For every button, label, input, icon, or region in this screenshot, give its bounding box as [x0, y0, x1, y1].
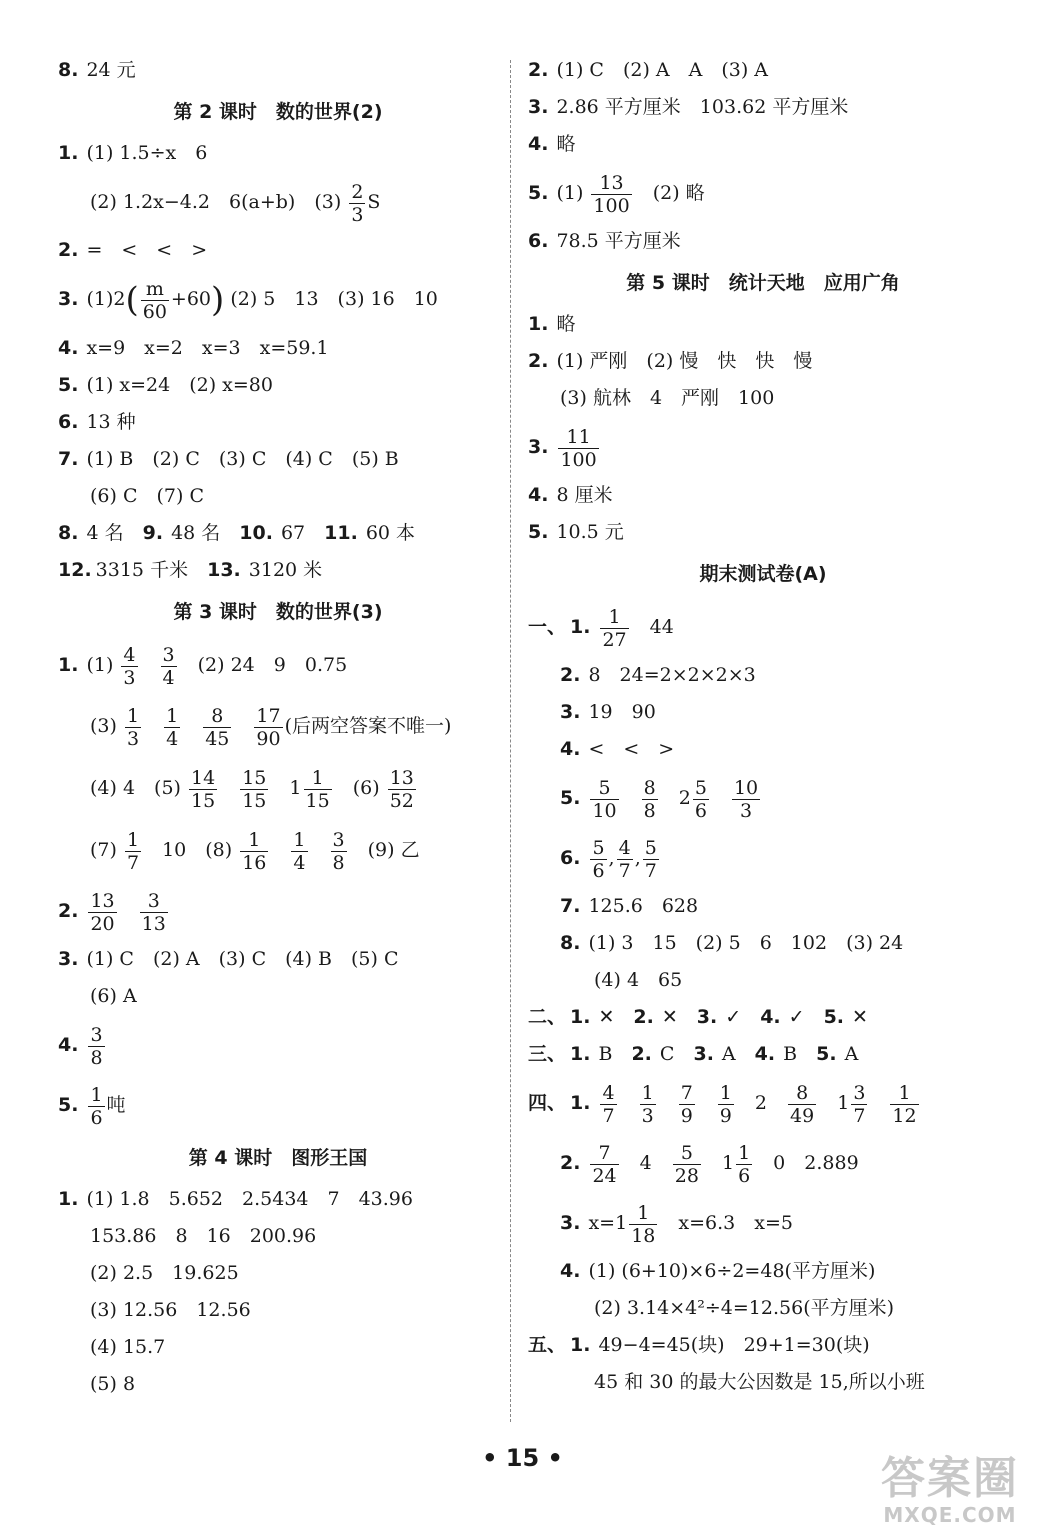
answer-row: 12. 3315 千米 13. 3120 米	[58, 559, 323, 581]
answer-row: 2. = < < >	[58, 239, 208, 261]
answer-row: 7. 125.6 628	[560, 895, 699, 917]
answer-row-multiple-choice: 三、 1. B 2. C 3. A 4. B 5. A	[528, 1043, 859, 1065]
fraction: $\frac{13}{52}$	[389, 766, 414, 812]
answer-row: (4) 15.7	[90, 1336, 166, 1358]
fraction: $\frac{7}{24}$	[592, 1141, 617, 1187]
column-divider	[510, 60, 511, 1422]
fraction: $\frac{4}{3}$	[123, 643, 136, 689]
fraction: $\frac{5}{7}$	[644, 836, 657, 882]
left-column	[58, 52, 498, 1403]
fraction: $\frac{1}{27}$	[602, 605, 627, 651]
answer-row: 6. 13 种	[58, 411, 136, 433]
answer-row: 5. $\frac{1}{6}$ 吨	[58, 1083, 126, 1129]
fraction: $\frac{13}{100}$	[593, 171, 630, 217]
fraction: $\frac{14}{15}$	[191, 766, 216, 812]
answer-row: 2. (1) 严刚 (2) 慢 快 快 慢	[528, 350, 813, 372]
answer-row: 1. 略	[528, 313, 576, 335]
fraction: $\frac{m}{60}$	[142, 277, 167, 323]
fraction: $\frac{15}{15}$	[242, 766, 267, 812]
answer-row: 1. (1) $\frac{4}{3}$ $\frac{3}{4}$ (2) 24 9 0.75	[58, 643, 348, 689]
answer-row: 5. (1) x=24 (2) x=80	[58, 374, 273, 396]
answer-row: 6. $\frac{5}{6}$ , $\frac{4}{7}$ , $\frac{5}{7}$	[560, 836, 657, 882]
right-column	[528, 52, 998, 1401]
fraction: $\frac{17}{90}$	[256, 704, 281, 750]
answer-row: (5) 8	[90, 1373, 136, 1395]
fraction: $\frac{1}{4}$	[293, 828, 306, 874]
fraction: $\frac{8}{49}$	[790, 1081, 815, 1127]
section-heading-lesson-5: 第 5 课时 统计天地 应用广角	[626, 272, 900, 294]
fraction: $\frac{1}{18}$	[631, 1201, 656, 1247]
fraction: $\frac{3}{8}$	[90, 1023, 103, 1069]
watermark-logo: 答案圈 MXQE.COM	[881, 1453, 1019, 1527]
answer-row: 5. $\frac{5}{10}$ $\frac{8}{8}$ 2 $\frac{5}{6}$ $\frac{10}{3}$	[560, 776, 759, 822]
answer-row: (3) 航林 4 严刚 100	[560, 387, 775, 409]
answer-row: (7) $\frac{1}{7}$ 10 (8) $\frac{1}{16}$ $\frac{1}{4}$ $\frac{3}{8}$ (9) 乙	[90, 828, 420, 874]
fraction: $\frac{1}{15}$	[305, 766, 330, 812]
answer-row: 4. (1) (6+10)×6÷2=48(平方厘米)	[560, 1260, 876, 1282]
answer-row: (4) 4 65	[594, 969, 683, 991]
fraction: $\frac{1}{6}$	[738, 1141, 751, 1187]
page-number: • 15 •	[482, 1444, 563, 1472]
fraction: $\frac{1}{3}$	[641, 1081, 654, 1127]
answer-row-true-false: 二、 1. ✕ 2. ✕ 3. ✓ 4. ✓ 5. ✕	[528, 1006, 868, 1028]
section-heading-lesson-2: 第 2 课时 数的世界(2)	[173, 101, 383, 123]
answer-row: 1. (1) 1.5÷x 6	[58, 142, 208, 164]
answer-row: 4. x=9 x=2 x=3 x=59.1	[58, 337, 329, 359]
fraction: $\frac{3}{7}$	[853, 1081, 866, 1127]
fraction: $\frac{4}{7}$	[602, 1081, 615, 1127]
answer-row: 一、 1. $\frac{1}{27}$ 44	[528, 605, 674, 651]
answer-row: 4. < < >	[560, 738, 675, 760]
fraction: $\frac{7}{9}$	[680, 1081, 693, 1127]
fraction: $\frac{8}{8}$	[643, 776, 656, 822]
answer-row: (4) 4 (5) $\frac{14}{15}$ $\frac{15}{15}$ 1 $\frac{1}{15}$ (6) $\frac{13}{52}$	[90, 766, 414, 812]
fraction: $\frac{8}{45}$	[205, 704, 230, 750]
fraction: $\frac{4}{7}$	[618, 836, 631, 882]
fraction: $\frac{5}{6}$	[694, 776, 707, 822]
answer-row: 5. 10.5 元	[528, 521, 624, 543]
answer-row: 四、 1. $\frac{4}{7}$ $\frac{1}{3}$ $\frac{7}{9}$ $\frac{1}{9}$ 2 $\frac{8}{49}$ 1 $\frac{3}{7}$ $\frac{1}{12}$	[528, 1081, 917, 1127]
answer-row: (2) 3.14×4²÷4=12.56(平方厘米)	[594, 1297, 895, 1319]
answer-row: 3. $\frac{11}{100}$	[528, 425, 597, 471]
answer-row: (2) 2.5 19.625	[90, 1262, 239, 1284]
answer-row: 8. 4 名 9. 48 名 10. 67 11. 60 本	[58, 522, 416, 544]
answer-row: 4. $\frac{3}{8}$	[58, 1023, 103, 1069]
answer-row: 153.86 8 16 200.96	[90, 1225, 317, 1247]
answer-row: 1. (1) 1.8 5.652 2.5434 7 43.96	[58, 1188, 413, 1210]
answer-row: 2. $\frac{13}{20}$ $\frac{3}{13}$	[58, 889, 166, 935]
fraction: $\frac{1}{9}$	[719, 1081, 732, 1127]
answer-row: 3. (1) C (2) A (3) C (4) B (5) C	[58, 948, 399, 970]
fraction: $\frac{5}{10}$	[592, 776, 617, 822]
answer-row: 3. 2.86 平方厘米 103.62 平方厘米	[528, 96, 849, 118]
fraction: $\frac{1}{4}$	[166, 704, 179, 750]
answer-8: 8. 24 元	[58, 59, 136, 81]
answer-row: 2. $\frac{7}{24}$ 4 $\frac{5}{28}$ 1 $\frac{1}{6}$ 0 2.889	[560, 1141, 859, 1187]
answer-row: 4. 8 厘米	[528, 484, 613, 506]
answer-row: 2. 8 24=2×2×2×3	[560, 664, 756, 686]
fraction: $\frac{1}{3}$	[126, 704, 140, 750]
fraction: $\frac{5}{28}$	[674, 1141, 699, 1187]
answer-row: 4. 略	[528, 133, 576, 155]
answer-row: (3) $\frac{1}{3}$ $\frac{1}{4}$ $\frac{8}{45}$ $\frac{17}{90}$ (后两空答案不唯一)	[90, 704, 452, 750]
fraction: $\frac{1}{12}$	[892, 1081, 917, 1127]
answer-row: (3) 12.56 12.56	[90, 1299, 251, 1321]
answer-row: 3. (1)2( $\frac{m}{60}$ +60) (2) 5 13 (3) 16 10	[58, 277, 438, 323]
fraction: $\frac{11}{100}$	[560, 425, 597, 471]
fraction: $\frac{1}{6}$	[90, 1083, 103, 1129]
answer-row: 5. (1) $\frac{13}{100}$ (2) 略	[528, 171, 705, 217]
fraction: $\frac{5}{6}$	[592, 836, 605, 882]
section-heading-lesson-4: 第 4 课时 图形王国	[188, 1147, 368, 1169]
answer-row: 3. 19 90	[560, 701, 656, 723]
fraction: $\frac{10}{3}$	[733, 776, 759, 822]
answer-row: 3. x=1 $\frac{1}{18}$ x=6.3 x=5	[560, 1201, 793, 1247]
fraction: $\frac{3}{8}$	[332, 828, 345, 874]
fraction: $\frac{3}{4}$	[162, 643, 175, 689]
fraction: $\frac{1}{16}$	[242, 828, 267, 874]
section-heading-final-test-a: 期末测试卷(A)	[699, 563, 827, 585]
fraction: $\frac{3}{13}$	[141, 889, 166, 935]
answer-row: (6) A	[90, 985, 137, 1007]
answer-row: 7. (1) B (2) C (3) C (4) C (5) B	[58, 448, 399, 470]
answer-row: 45 和 30 的最大公因数是 15,所以小班	[594, 1371, 925, 1393]
section-heading-lesson-3: 第 3 课时 数的世界(3)	[173, 601, 383, 623]
answer-row: 8. (1) 3 15 (2) 5 6 102 (3) 24	[560, 932, 904, 954]
answer-row: (2) 1.2x−4.2 6(a+b) (3) $\frac{2}{3}$ S	[90, 180, 381, 226]
fraction: $\frac{13}{20}$	[90, 889, 115, 935]
answer-row: 五、 1. 49−4=45(块) 29+1=30(块)	[528, 1334, 870, 1356]
answer-row: 6. 78.5 平方厘米	[528, 230, 681, 252]
fraction: $\frac{2}{3}$	[351, 180, 364, 226]
answer-row: 2. (1) C (2) A A (3) A	[528, 59, 769, 81]
fraction: $\frac{1}{7}$	[126, 828, 140, 874]
answer-row: (6) C (7) C	[90, 485, 204, 507]
